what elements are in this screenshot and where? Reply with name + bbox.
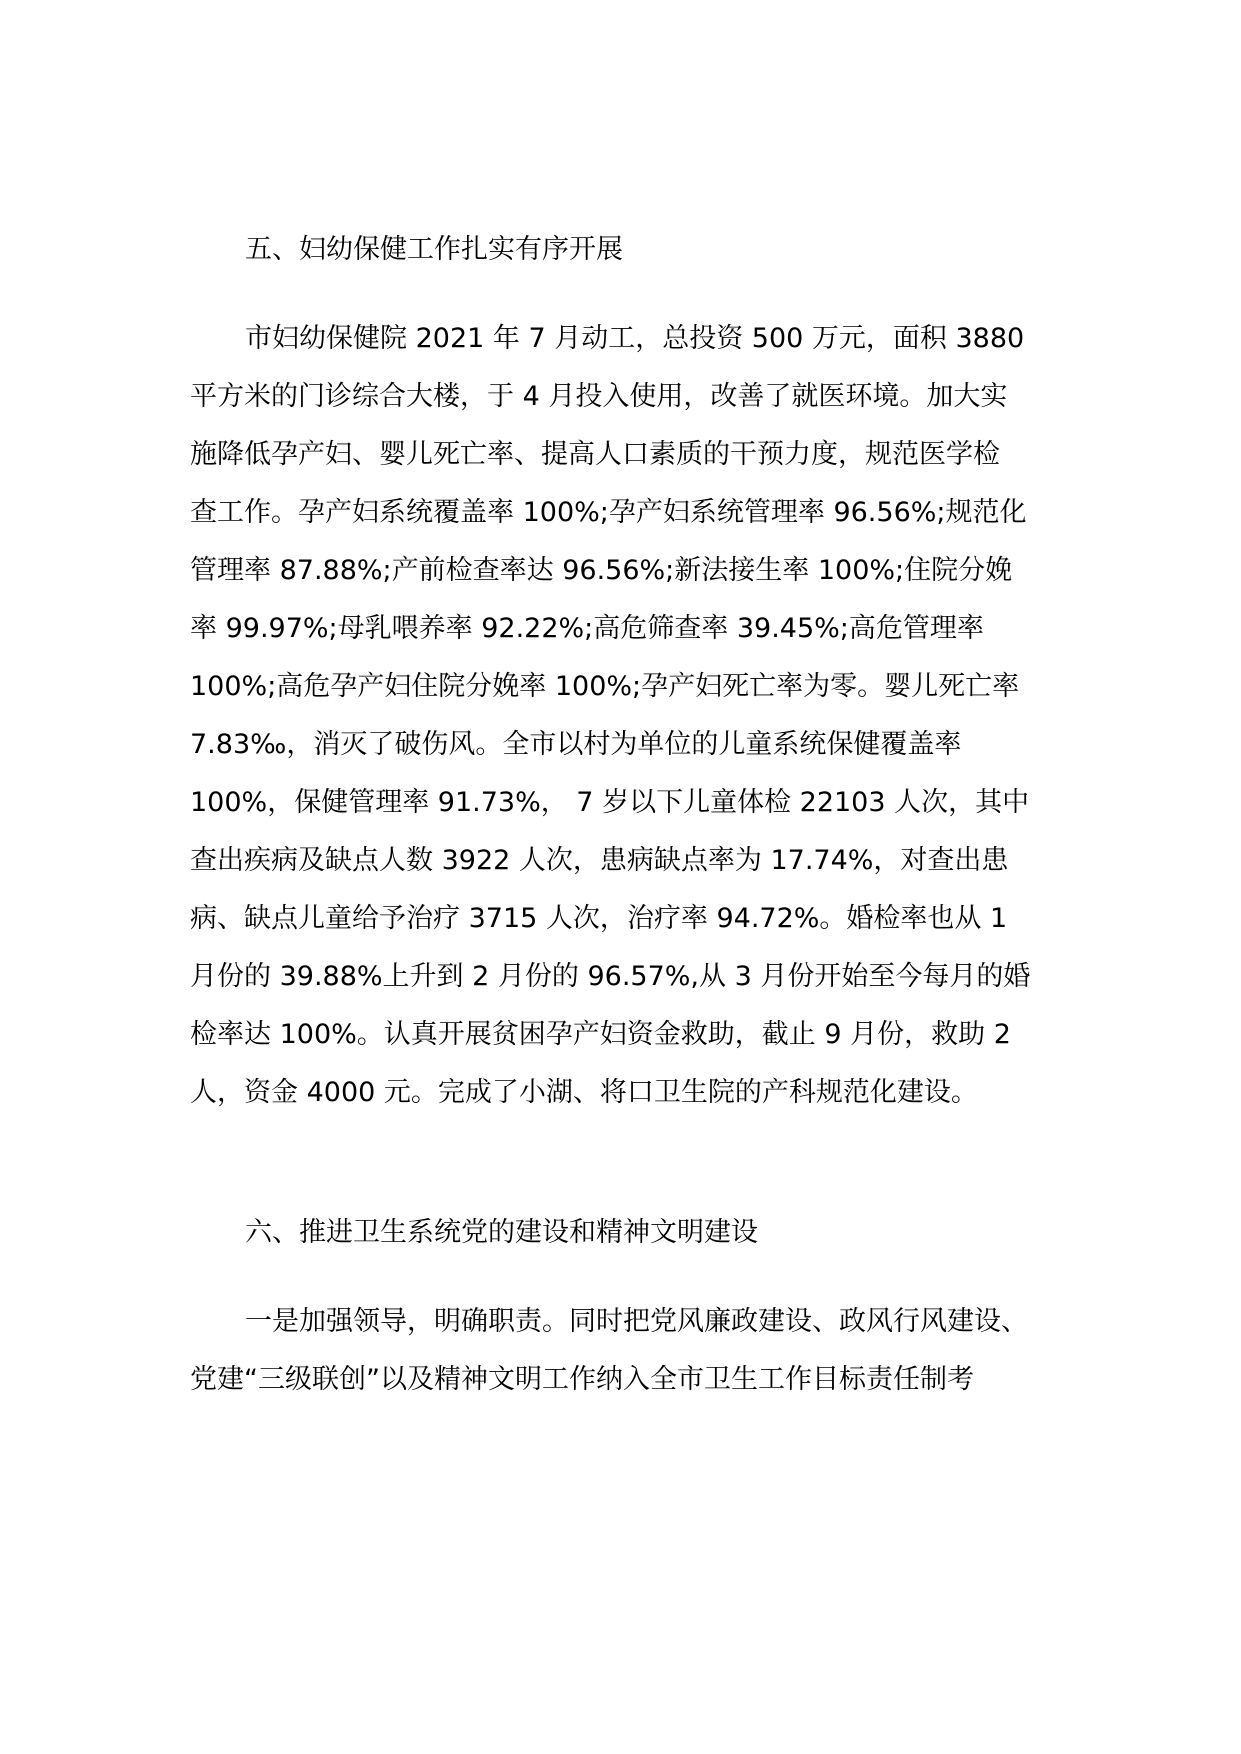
- paragraph-line: 党建“三级联创”以及精神文明工作纳入全市卫生工作目标责任制考: [190, 1364, 974, 1395]
- paragraph-line: 市妇幼保健院 2021 年 7 月动工，总投资 500 万元，面积 3880: [245, 323, 1025, 354]
- paragraph-line: 100%，保健管理率 91.73%， 7 岁以下儿童体检 22103 人次，其中: [190, 787, 1030, 818]
- paragraph-line: 7.83‰，消灭了破伤风。全市以村为单位的儿童系统保健覆盖率: [190, 729, 962, 760]
- paragraph-line: 管理率 87.88%;产前检查率达 96.56%;新法接生率 100%;住院分娩: [190, 555, 1013, 586]
- paragraph-line: 检率达 100%。认真开展贫困孕产妇资金救助，截止 9 月份，救助 2: [190, 1019, 1011, 1050]
- section-heading-6: 六、推进卫生系统党的建设和精神文明建设: [245, 1217, 758, 1248]
- paragraph-line: 率 99.97%;母乳喂养率 92.22%;高危筛查率 39.45%;高危管理率: [190, 613, 984, 644]
- paragraph-line: 一是加强领导，明确职责。同时把党风廉政建设、政风行风建设、: [245, 1306, 1028, 1337]
- section-heading-5: 五、妇幼保健工作扎实有序开展: [245, 234, 623, 265]
- paragraph-line: 平方米的门诊综合大楼，于 4 月投入使用，改善了就医环境。加大实: [190, 381, 1008, 412]
- paragraph-line: 月份的 39.88%上升到 2 月份的 96.57%,从 3 月份开始至今每月的婚: [190, 961, 1031, 992]
- paragraph-line: 查工作。孕产妇系统覆盖率 100%;孕产妇系统管理率 96.56%;规范化: [190, 497, 1027, 528]
- paragraph-line: 100%;高危孕产妇住院分娩率 100%;孕产妇死亡率为零。婴儿死亡率: [190, 671, 1020, 702]
- paragraph-line: 查出疾病及缺点人数 3922 人次，患病缺点率为 17.74%，对查出患: [190, 845, 1009, 876]
- paragraph-line: 施降低孕产妇、婴儿死亡率、提高人口素质的干预力度，规范医学检: [190, 439, 1000, 470]
- paragraph-line: 病、缺点儿童给予治疗 3715 人次，治疗率 94.72%。婚检率也从 1: [190, 903, 1008, 934]
- paragraph-line: 人，资金 4000 元。完成了小湖、将口卫生院的产科规范化建设。: [190, 1077, 978, 1108]
